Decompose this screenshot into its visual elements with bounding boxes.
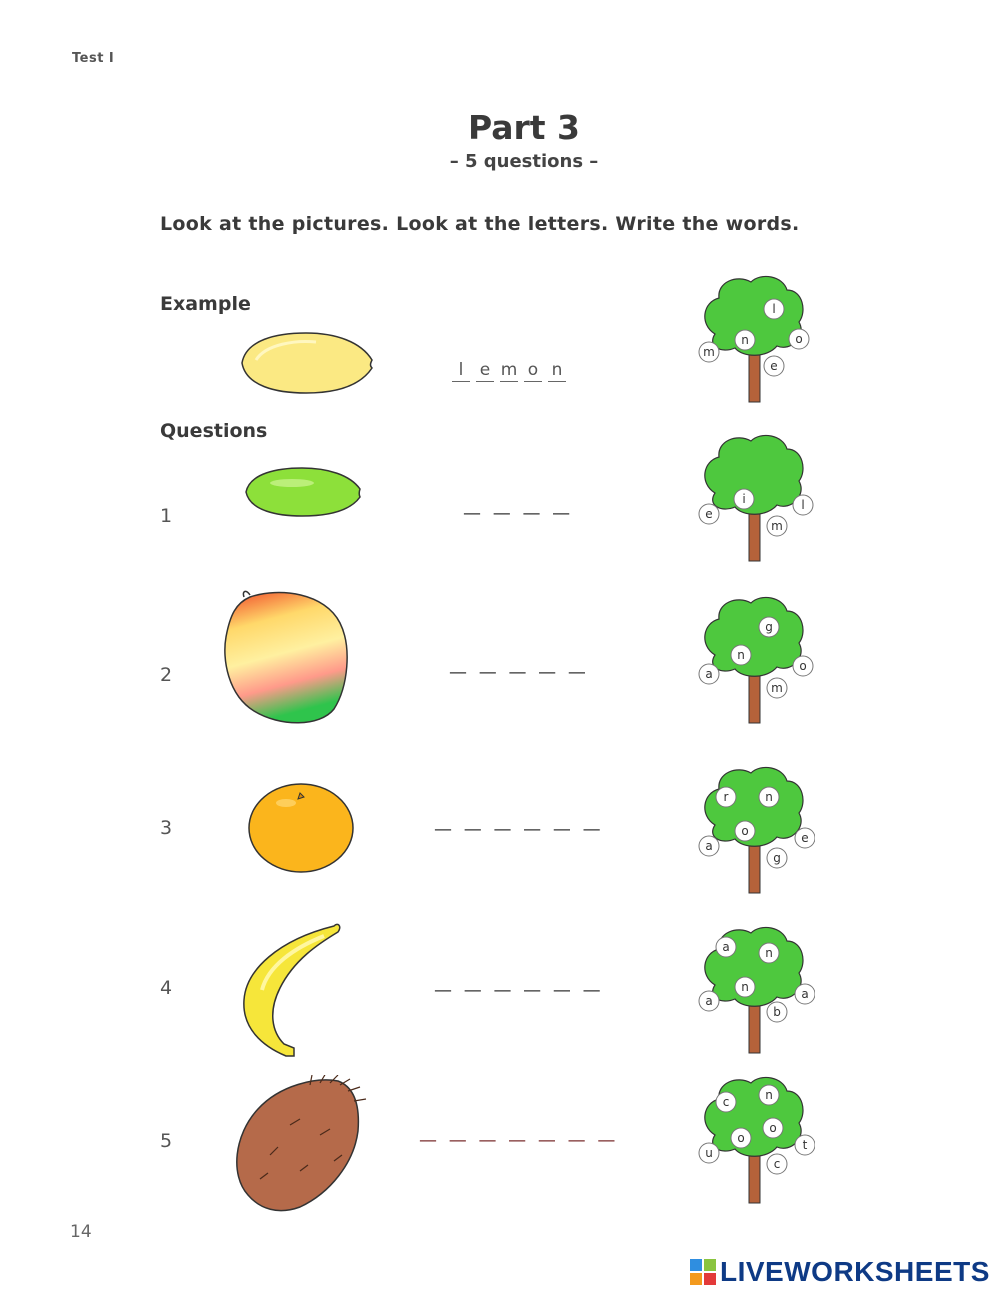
example-answer (452, 360, 566, 382)
questions-heading: Questions (160, 420, 268, 442)
letter-tree-1 (695, 433, 815, 563)
letter-tree-example (695, 274, 815, 404)
question-number: 1 (160, 505, 173, 527)
mango-icon (220, 587, 350, 727)
tree-letter: l (772, 302, 776, 316)
answer-letter: m (500, 360, 518, 380)
tree-letter: c (773, 1157, 781, 1171)
tree-letter: m (703, 345, 715, 359)
answer-letter: o (524, 360, 542, 382)
answer-blanks[interactable]: — — — — — — (434, 980, 604, 1001)
tree-letter: a (801, 987, 809, 1001)
tree-letter: t (802, 1138, 808, 1152)
tree-letter: l (801, 498, 805, 512)
tree-letter: o (741, 824, 749, 838)
tree-letter: e (770, 359, 778, 373)
tree-letter: g (765, 620, 773, 634)
tree-letter: n (737, 648, 745, 662)
tree-letter: r (723, 790, 729, 804)
tree-letter: o (799, 659, 807, 673)
page-subtitle: – 5 questions – (449, 151, 599, 172)
tree-letter: c (722, 1095, 730, 1109)
question-number: 2 (160, 664, 173, 686)
page-title: Part 3 (467, 108, 581, 147)
tree-letter: n (765, 790, 773, 804)
tree-letter: n (741, 980, 749, 994)
lime-icon (242, 465, 364, 519)
test-label: Test I (72, 51, 115, 66)
tree-letter: a (722, 940, 730, 954)
orange-icon (246, 781, 358, 875)
answer-blanks[interactable]: — — — — — — — (419, 1130, 619, 1151)
liveworksheets-logo-icon (690, 1259, 716, 1285)
tree-letter: o (795, 332, 803, 346)
answer-letter: e (476, 360, 494, 382)
tree-letter: e (801, 831, 809, 845)
banana-icon (238, 920, 344, 1058)
answer-blanks[interactable]: — — — — — — (434, 819, 604, 840)
example-heading: Example (160, 293, 251, 315)
tree-letter: e (705, 507, 713, 521)
question-number: 4 (160, 977, 173, 999)
tree-letter: o (737, 1131, 745, 1145)
letter-tree-3 (695, 765, 815, 895)
letter-tree-4 (695, 925, 815, 1055)
tree-letter: m (771, 681, 783, 695)
tree-letter: n (765, 946, 773, 960)
page-number: 14 (70, 1222, 92, 1242)
letter-tree-5 (695, 1075, 815, 1205)
tree-letter: u (705, 1146, 713, 1160)
brand-logo (690, 1256, 990, 1288)
tree-letter: b (773, 1005, 781, 1019)
answer-blanks[interactable]: — — — — — (449, 662, 589, 683)
tree-letter: o (769, 1121, 777, 1135)
answer-letter: n (548, 360, 566, 382)
tree-letter: m (771, 519, 783, 533)
coconut-icon (230, 1075, 375, 1215)
tree-letter: a (705, 667, 713, 681)
tree-letter: a (705, 994, 713, 1008)
instruction-text: Look at the pictures. Look at the letters. Write the words. (160, 213, 800, 235)
brand-name: LIVEWORKSHEETS (720, 1256, 990, 1287)
answer-letter: l (452, 360, 470, 382)
tree-letter: n (741, 333, 749, 347)
question-number: 5 (160, 1130, 173, 1152)
tree-letter: i (742, 492, 746, 506)
tree-letter: a (705, 839, 713, 853)
tree-letter: n (765, 1088, 773, 1102)
answer-blanks[interactable]: — — — — (463, 503, 574, 524)
tree-letter: g (773, 851, 781, 865)
letter-tree-2 (695, 595, 815, 725)
lemon-icon (236, 330, 376, 396)
question-number: 3 (160, 817, 173, 839)
